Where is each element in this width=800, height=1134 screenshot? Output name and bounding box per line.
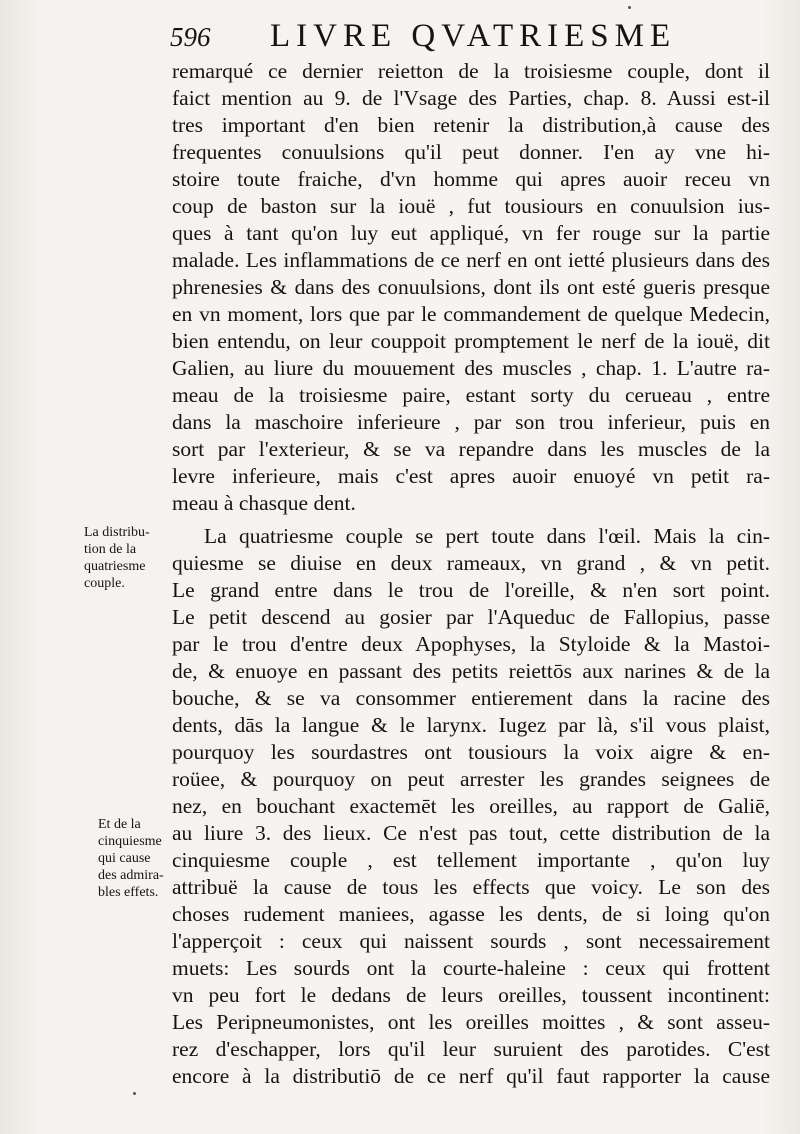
ink-speck xyxy=(133,1092,136,1095)
text-line: vn peu fort le dedans de leurs oreilles, toussent incontinent: xyxy=(172,983,770,1007)
text-line: La quatriesme couple se pert toute dans l'œil. Mais la cin- xyxy=(204,524,770,548)
page-number: 596 xyxy=(170,22,211,52)
margin-note-line: cinquiesme xyxy=(98,834,162,849)
text-line: quiesme se diuise en deux rameaux, vn grand , & vn petit. xyxy=(172,551,770,575)
text-line: phrenesies & dans des conuulsions, dont ils ont esté gueris presque xyxy=(172,275,770,299)
text-line: coup de baston sur la iouë , fut tousiours en conuulsion ius- xyxy=(172,194,770,218)
margin-note-line: tion de la xyxy=(84,542,137,557)
margin-note-line: bles effets. xyxy=(98,885,159,900)
text-line: malade. Les inflammations de ce nerf en ont ietté plusieurs dans des xyxy=(172,248,770,272)
running-title: LIVRE QVATRIESME xyxy=(270,18,677,54)
text-line: en vn moment, lors que par le commandement de quelque Medecin, xyxy=(172,302,770,326)
body-text xyxy=(172,58,770,1090)
ink-speck xyxy=(628,6,631,9)
text-line: rez d'eschapper, lors qu'il leur suruient des parotides. C'est xyxy=(172,1037,770,1061)
text-line: de, & enuoye en passant des petits reiettōs aux narines & de la xyxy=(172,659,770,683)
margin-note-line: qui cause xyxy=(98,851,151,866)
text-line: roüee, & pourquoy on peut arrester les grandes seignees de xyxy=(172,767,770,791)
text-line: dents, dās la langue & le larynx. Iugez par là, s'il vous plaist, xyxy=(172,713,770,737)
text-line: par le trou d'entre deux Apophyses, la Styloide & la Mastoi- xyxy=(172,632,770,656)
text-line: remarqué ce dernier reietton de la troisiesme couple, dont il xyxy=(172,59,770,83)
text-line: pourquoy les sourdastres ont tousiours la voix aigre & en- xyxy=(172,740,770,764)
text-line: meau de la troisiesme paire, estant sorty du cerueau , entre xyxy=(172,383,770,407)
text-line: nez, en bouchant exactemēt les oreilles, au rapport de Galiē, xyxy=(172,794,770,818)
text-line: Les Peripneumonistes, ont les oreilles moittes , & sont asseu- xyxy=(172,1010,770,1034)
text-line: cinquiesme couple , est tellement importante , qu'on luy xyxy=(172,848,770,872)
text-line: attribuë la cause de tous les effects que voicy. Le son des xyxy=(172,875,770,899)
text-line: l'apperçoit : ceux qui naissent sourds , sont necessairement xyxy=(172,929,770,953)
margin-note-line: des admira- xyxy=(98,868,164,883)
text-line: levre inferieure, mais c'est apres auoir enuoyé vn petit ra- xyxy=(172,464,770,488)
text-line: ques à tant qu'on luy eut appliqué, vn fer rouge sur la partie xyxy=(172,221,770,245)
text-line: dans la maschoire inferieure , par son trou inferieur, puis en xyxy=(172,410,770,434)
text-line: choses rudement maniees, agasse les dents, de si loing qu'on xyxy=(172,902,770,926)
text-line: Le grand entre dans le trou de l'oreille, & n'en sort point. xyxy=(172,578,770,602)
text-line: bouche, & se va consommer entierement dans la racine des xyxy=(172,686,770,710)
text-line: encore à la distributiō de ce nerf qu'il faut rapporter la cause xyxy=(172,1064,770,1088)
text-line: stoire toute fraiche, d'vn homme qui apres auoir receu vn xyxy=(172,167,770,191)
margin-note-line: Et de la xyxy=(98,817,141,832)
text-line: meau à chasque dent. xyxy=(172,491,356,515)
text-line: tres important d'en bien retenir la distribution,à cause des xyxy=(172,113,770,137)
text-line: Galien, au liure du mouuement des muscles , chap. 1. L'autre ra- xyxy=(172,356,770,380)
text-line: frequentes conuulsions qu'il peut donner. I'en ay vne hi- xyxy=(172,140,770,164)
page-header xyxy=(170,18,780,58)
text-line: faict mention au 9. de l'Vsage des Parties, chap. 8. Aussi est-il xyxy=(172,86,770,110)
text-line: bien entendu, on leur couppoit promptement le nerf de la iouë, dit xyxy=(172,329,770,353)
margin-note-line: couple. xyxy=(84,576,125,591)
margin-note-line: La distribu- xyxy=(84,525,150,540)
margin-note-fourth-couple xyxy=(84,524,184,592)
text-line: muets: Les sourds ont la courte-haleine : ceux qui frottent xyxy=(172,956,770,980)
text-line: sort par l'exterieur, & se va repandre dans les muscles de la xyxy=(172,437,770,461)
margin-note-line: quatriesme xyxy=(84,559,146,574)
text-line: au liure 3. des lieux. Ce n'est pas tout, cette distribution de la xyxy=(172,821,770,845)
text-line: Le petit descend au gosier par l'Aqueduc de Fallopius, passe xyxy=(172,605,770,629)
